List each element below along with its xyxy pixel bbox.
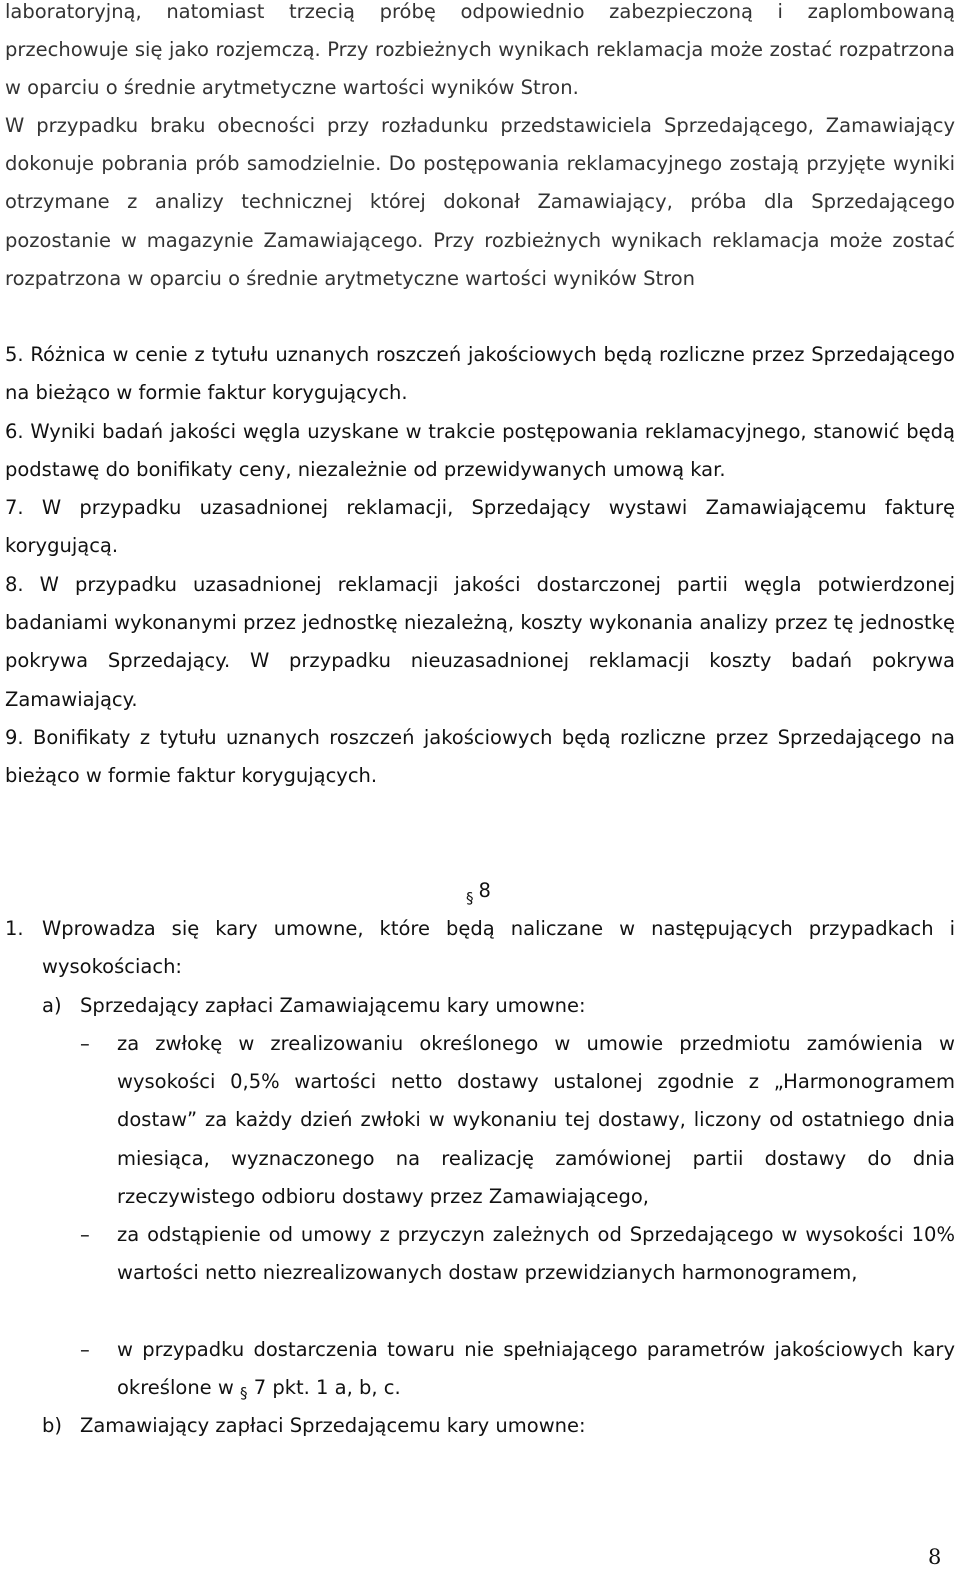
subclause-a-letter: a) bbox=[42, 994, 62, 1017]
penalty-item-quality bbox=[80, 1331, 955, 1412]
list-item-8: 8. W przypadku uzasadnionej reklamacji jakości dostarczonej partii węgla potwierdzonej badaniami wykonanymi przez jednostkę niezależną, koszty wykonania analizy przez tę jednostkę pokrywa Sprzedający. W przypadku nieuzasadnionej reklamacji koszty badań pokrywa Zamawiający. bbox=[5, 573, 955, 711]
penalty-withdrawal-text: za odstąpienie od umowy z przyczyn zależnych od Sprzedającego w wysokości 10% wartości netto niezrealizowanych dostaw przewidzianych harmonogramem, bbox=[117, 1223, 955, 1285]
list-item-6: 6. Wyniki badań jakości węgla uzyskane w trakcie postępowania reklamacyjnego, stanowić będą podstawę do bonifikaty ceny, niezależnie od przewidywanych umową kar. bbox=[5, 420, 955, 482]
clause-1-text: Wprowadza się kary umowne, które będą naliczane w następujących przypadkach i wysokościach: bbox=[42, 917, 955, 979]
list-item-7: 7. W przypadku uzasadnionej reklamacji, Sprzedający wystawi Zamawiającemu fakturę korygującą. bbox=[5, 496, 955, 558]
clause-1-number: 1. bbox=[5, 917, 24, 940]
subclause-a-text: Sprzedający zapłaci Zamawiającemu kary umowne: bbox=[80, 994, 586, 1017]
paragraph-sample-storage: laboratoryjną, natomiast trzecią próbę odpowiednio zabezpieczoną i zaplombowaną przechowuje się jako rozjemczą. Przy rozbieżnych wynikach reklamacja może zostać rozpatrzona w oparciu o średnie arytmetyczne wartości wyników Stron. bbox=[5, 0, 955, 100]
section-number: 8 bbox=[478, 879, 491, 902]
paragraph-absence-rule: W przypadku braku obecności przy rozładunku przedstawiciela Sprzedającego, Zamawiający dokonuje pobrania prób samodzielnie. Do postępowania reklamacyjnego zostają przyjęte wyniki otrzymane z analizy technicznej której dokonał Zamawiający, próba dla Sprzedającego pozostanie w magazynie Zamawiającego. Przy rozbieżnych wynikach reklamacja może zostać rozpatrzona w oparciu o średnie arytmetyczne wartości wyników Stron bbox=[5, 114, 955, 290]
penalty-quality-text-start: w przypadku dostarczenia towaru nie spełniającego parametrów jakościowych kary określone w bbox=[117, 1338, 955, 1400]
list-item-9: 9. Bonifikaty z tytułu uznanych roszczeń jakościowych będą rozliczne przez Sprzedającego na bieżąco w formie faktur korygujących. bbox=[5, 726, 955, 788]
penalty-quality-text bbox=[117, 1331, 955, 1412]
penalty-delay-text: za zwłokę w zrealizowaniu określonego w umowie przedmiotu zamówienia w wysokości 0,5% wartości netto dostawy ustalonej zgodnie z „Harmonogramem dostaw” za każdy dzień zwłoki w wykonaniu tej dostawy, liczony od ostatniego dnia miesiąca, wyznaczonego na realizację zamówionej partii dostawy do dnia rzeczywistego odbioru dostawy przez Zamawiającego, bbox=[117, 1032, 955, 1208]
dash-bullet: – bbox=[80, 1338, 90, 1361]
subclause-a bbox=[42, 987, 955, 1025]
subclause-b-letter: b) bbox=[42, 1414, 62, 1437]
penalty-item-delay bbox=[80, 1025, 955, 1216]
clause-1 bbox=[5, 910, 955, 986]
list-item-5: 5. Różnica w cenie z tytułu uznanych roszczeń jakościowych będą rozliczne przez Sprzedającego na bieżąco w formie faktur korygujących. bbox=[5, 343, 955, 405]
subclause-b bbox=[42, 1407, 955, 1445]
subclause-b-text: Zamawiający zapłaci Sprzedającemu kary umowne: bbox=[80, 1414, 586, 1437]
penalty-quality-text-end: 7 pkt. 1 a, b, c. bbox=[247, 1376, 401, 1400]
dash-bullet: – bbox=[80, 1223, 90, 1246]
section-sign-glyph: § bbox=[240, 1384, 248, 1403]
page-number: 8 bbox=[928, 1545, 942, 1569]
penalty-item-withdrawal bbox=[80, 1216, 955, 1292]
dash-bullet: – bbox=[80, 1032, 90, 1055]
section-sign-glyph: § bbox=[466, 889, 474, 907]
